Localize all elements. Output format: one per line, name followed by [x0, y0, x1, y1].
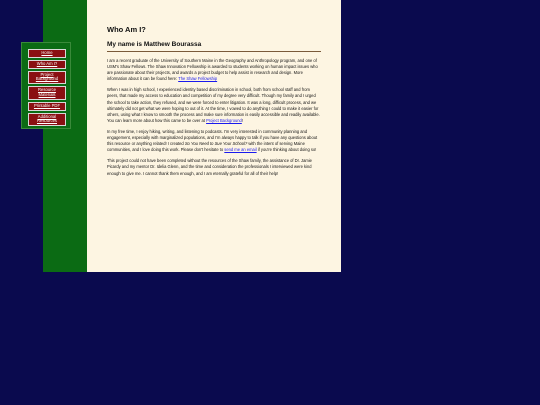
main-content	[87, 0, 341, 272]
nav-item-who-am-i[interactable]: Who Am I?	[28, 60, 66, 69]
paragraph-text: This project could not have been completed without the resources of the Shaw family, the assistance of Dr. Jamie Picardy and my mentor Dr. Idelia Glenn, and the time and consideration the professionals I interviewed were kind enough to give me. I cannot thank them enough, and I am eternally grateful for all of their help!	[107, 158, 312, 176]
paragraph-fellowship	[107, 58, 321, 82]
paragraph-thanks	[107, 158, 321, 176]
page-title: Who Am I?	[107, 25, 146, 34]
nav-item-printable-pdf[interactable]: Printable PDF	[28, 102, 66, 111]
project-background-link[interactable]: Project Background	[206, 117, 242, 123]
paragraph-text-end: !	[241, 117, 243, 123]
divider	[107, 51, 321, 52]
nav-item-additional-resources[interactable]: Additional Resources	[28, 113, 66, 127]
nav-item-resource-materials[interactable]: Resource Materials	[28, 86, 66, 100]
paragraph-text: In my free time, I enjoy hiking, writing, and listening to podcasts. I'm very interested in community planning and engagement, especially with marginalized populations, and I'm always happy to talk if you have any questions about this resource or anything related! I created	[107, 128, 318, 147]
left-green-column	[43, 0, 87, 272]
paragraph-background	[107, 87, 321, 124]
paragraph-text-mid: with the intent of serving Maine communities, and I love doing this work. Please don't hesitate to	[107, 141, 305, 153]
send-email-link[interactable]: send me an email	[224, 147, 257, 153]
paragraph-text: I am a recent graduate of the University of Southern Maine in the Geography and Anthropology program, and one of USM's Shaw Fellows. The Shaw Innovation Fellowship is awarded to students working on human impact issues who are passionate about their projects, and awards a project budget to help assist in research and design. More information about it can be found here:	[107, 58, 318, 82]
shaw-fellowship-link[interactable]: The Shaw Fellowship	[178, 76, 218, 82]
nav-menu	[21, 42, 71, 129]
nav-menu-list	[28, 49, 66, 128]
nav-item-home[interactable]: Home	[28, 49, 66, 58]
resource-title: So You Need to Sue Your School?	[184, 141, 248, 147]
paragraph-text-end: if you're thinking about doing so!	[257, 147, 317, 153]
nav-item-project-background[interactable]: Project Background	[28, 71, 66, 85]
paragraph-free-time	[107, 129, 321, 153]
paragraph-text: When I was in high school, I experienced identity based discrimination in school, both from school staff and from peers, that made my access to education and competition of my degree very difficult. Though my family and I urged the school to take action, they refused, and we were forced to enter litigation. It was a long, difficult process, and we ultimately did not get what we were hoping to out of it. At the time, I vowed to do anything I could to make it easier for others, using what I know to smooth the process and make sure information is easily accessible and readily available. You can learn more about how this came to be over at	[107, 87, 320, 123]
page-subtitle: My name is Matthew Bourassa	[107, 41, 202, 48]
